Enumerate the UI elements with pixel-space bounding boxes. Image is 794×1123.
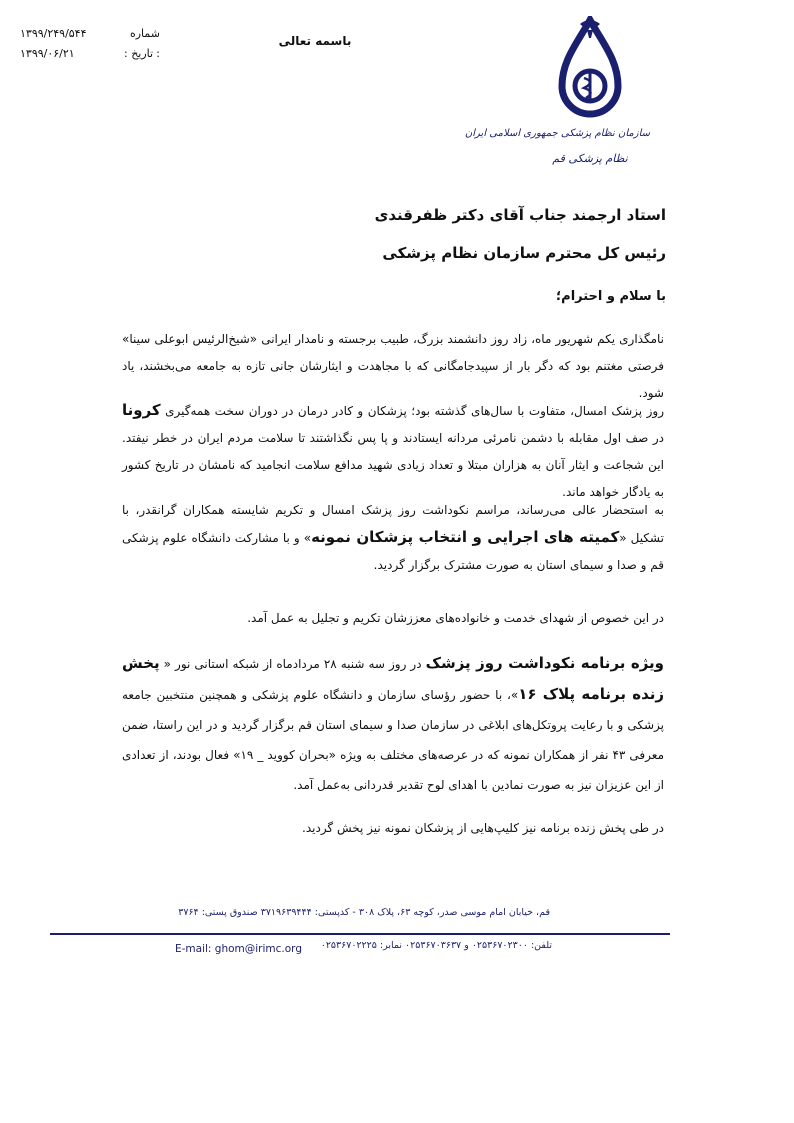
body-paragraph-3 [122,497,664,579]
letter-meta [20,24,160,64]
body-paragraph-4: در این خصوص از شهدای خدمت و خانواده‌های معززشان تکریم و تجلیل به عمل آمد. [247,611,664,625]
basmala-heading: باسمه تعالی [278,34,352,48]
letter-number-value: ۱۳۹۹/۲۴۹/۵۴۴ [20,27,87,40]
footer-divider [50,933,670,935]
letter-date-label: تاریخ : [124,47,154,60]
letter-date-value: ۱۳۹۹/۰۶/۲۱ [20,47,75,60]
logo-organization-name: سازمان نظام پزشکی جمهوری اسلامی ایران [464,128,650,139]
paragraph-3-text-start: به استحضار عالی می‌رساند، مراسم نکوداشت روز پزشک امسال و تکریم شایسته همکاران گرانقدر، با تشکیل « [122,503,664,545]
body-paragraph-1: نامگذاری یکم شهریور ماه، زاد روز دانشمند بزرگ، طبیب برجسته و نامدار ایرانی «شیخ‌الرئیس ابوعلی سینا» فرصتی مغتنم بود که دگر بار از سپیدجامگانی که با مجاهدت و ایثارشان جانی تازه به جامعه می‌بخشند، یاد شود. [122,332,664,400]
letter-number-label: شماره : [129,27,160,60]
paragraph-5-text-start: در روز سه شنبه ۲۸ مردادماه از شبکه استانی نور « [159,657,426,671]
body-paragraph-2 [122,397,664,506]
paragraph-5-bold-title: ویژه برنامه نکوداشت روز پزشک [425,654,664,672]
letter-date-row [20,44,160,64]
body-paragraph-6: در طی پخش زنده برنامه نیز کلیپ‌هایی از پزشکان نمونه نیز پخش گردید. [302,821,664,835]
footer-email: E-mail: ghom@irimc.org [175,943,302,955]
footer-address: قم، خیابان امام موسی صدر، کوچه ۶۳، پلاک ۳۰۸ - کدپستی: ۳۷۱۹۶۳۹۴۴۴ صندوق پستی: ۳۷۶۴ [178,907,550,918]
footer-phones: تلفن: ۰۲۵۳۶۷۰۲۳۰۰ و ۰۲۵۳۶۷۰۳۶۳۷ نمابر: ۰۲۵۳۶۷۰۲۲۲۵ [320,940,552,951]
body-paragraph-5 [122,648,664,800]
logo-branch-name: نظام پزشکی قم [552,152,628,165]
medical-council-emblem-icon [558,16,622,124]
paragraph-3-bold-term: کمیته های اجرایی و انتخاب پزشکان نمونه [311,528,620,546]
recipient-title: رئیس کل محترم سازمان نظام پزشکی [382,244,666,262]
paragraph-5-text-end: »، با حضور رؤسای سازمان و دانشگاه علوم پزشکی و همچنین منتخبین جامعه پزشکی و با رعایت پروتکل‌های ابلاغی در سازمان صدا و سیمای استان قم برگزار گردید و در این راستا، ضمن معرفی ۴۳ نفر از همکاران نمونه که در عرصه‌های مختلف به ویژه «بحران کووید _ ۱۹» فعال بودند، از تعدادی از این عزیزان نیز به صورت نمادین با اهدای لوح تقدیر قدردانی به‌عمل آمد. [122,688,664,792]
organization-logo [464,16,650,178]
paragraph-2-text-start: روز پزشک امسال، متفاوت با سال‌های گذشته بود؛ پزشکان و کادر درمان در دوران سخت همه‌گیری [160,404,664,418]
paragraph-2-text-end: در صف اول مقابله با دشمن نامرئی مردانه ایستادند و پا پس نگذاشتند تا سلامت مردم ایران در خطر نیفتد. این شجاعت و ایثار آنان به هزاران مبتلا و تعداد زیادی شهید مدافع سلامت انجامید که نامشان در تاریخ کشور به یادگار خواهد ماند. [122,431,664,499]
recipient-name: استاد ارجمند جناب آقای دکتر ظفرقندی [374,206,666,224]
paragraph-2-bold-term: کرونا [122,401,161,419]
paragraph-3-text-end: » و با مشارکت دانشگاه علوم پزشکی قم و صدا و سیمای استان به صورت مشترک برگزار گردید. [122,531,664,572]
salutation: با سلام و احترام؛ [555,289,666,304]
paragraph-5-bold-program: پخش زنده برنامه پلاک ۱۶ [122,654,665,703]
